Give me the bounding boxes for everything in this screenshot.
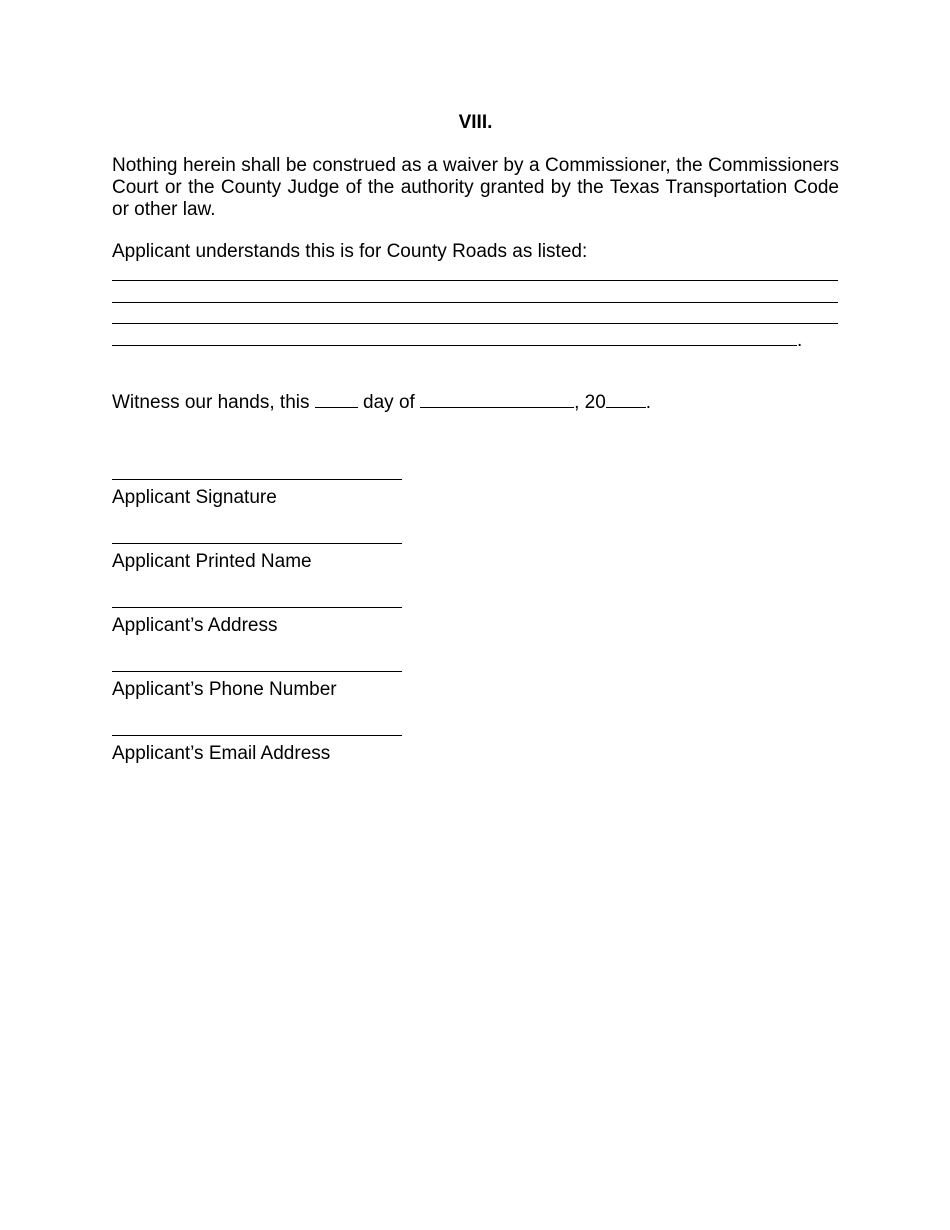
road-blank[interactable] [112,308,838,324]
waiver-paragraph: Nothing herein shall be construed as a waiver by a Commissioner, the Commissioners Court or the County Judge of the authority granted by the Texas Transportation Code or other law. [112,155,839,220]
witness-end-period: . [645,392,652,413]
signature-field [112,479,402,509]
witness-prefix: Witness our hands, this [112,392,310,413]
section-heading: VIII. [458,112,493,133]
witness-year-prefix: , 20 [574,392,606,413]
road-blank[interactable] [112,265,838,281]
witness-day-word: day of [363,392,415,413]
printed-name-label: Applicant Printed Name [112,551,312,572]
address-label: Applicant’s Address [112,615,278,636]
phone-blank[interactable] [112,671,402,672]
witness-line [112,391,651,414]
phone-label: Applicant’s Phone Number [112,679,337,700]
month-blank[interactable] [420,391,574,408]
year-blank[interactable] [606,391,646,408]
roads-blank-lines [112,265,839,351]
roads-end-period: . [797,329,803,351]
address-field [112,607,402,637]
printed-name-blank[interactable] [112,543,402,544]
email-label: Applicant’s Email Address [112,743,331,764]
signature-label: Applicant Signature [112,487,277,508]
email-field [112,735,402,765]
road-line [112,287,839,309]
roads-intro: Applicant understands this is for County Roads as listed: [112,241,588,262]
road-line [112,330,839,352]
printed-name-field [112,543,402,573]
address-blank[interactable] [112,607,402,608]
email-blank[interactable] [112,735,402,736]
road-blank[interactable] [112,330,797,346]
signature-blank[interactable] [112,479,402,480]
day-blank[interactable] [315,391,358,408]
phone-field [112,671,402,701]
road-line [112,308,839,330]
road-line [112,265,839,287]
road-blank[interactable] [112,287,838,303]
